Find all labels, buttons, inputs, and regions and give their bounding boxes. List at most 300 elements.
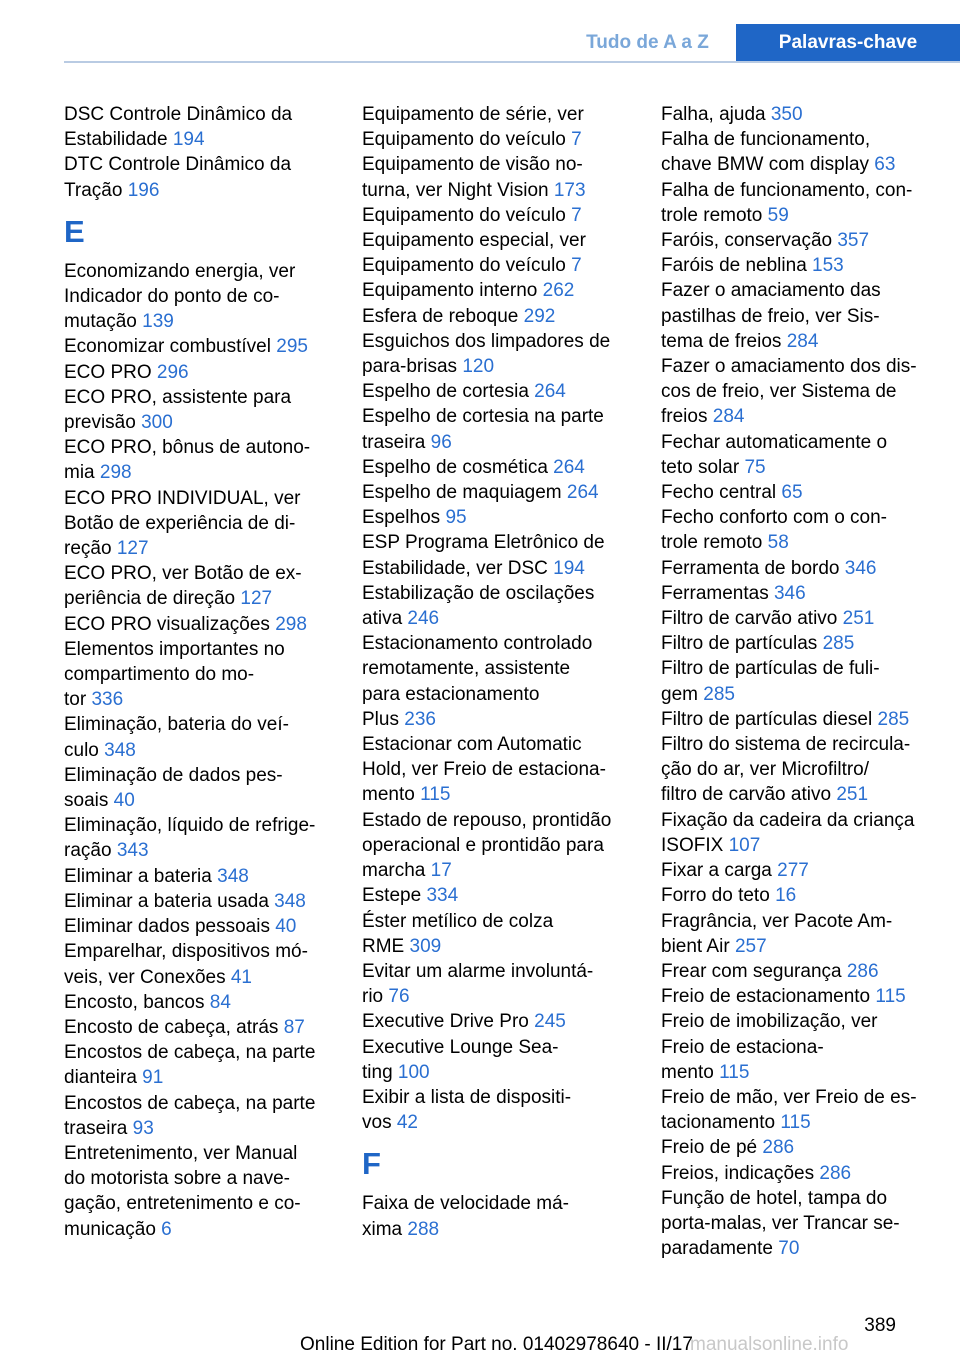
entry-text-line: Freio de mão, ver Freio de es- [661,1086,917,1108]
entry-text-line: ESP Programa Eletrônico de [362,532,605,554]
entry-text-line: Falha de funcionamento, [661,129,871,151]
entry-text-line [661,152,929,177]
index-entry [661,127,929,177]
entry-text-line [362,606,630,631]
entry-text: periência de direção [64,588,236,610]
entry-text-line [362,984,630,1009]
entry-text-line [64,990,332,1015]
index-entry [661,808,929,858]
entry-text: Esfera de reboque [362,305,519,327]
page-reference-link[interactable]: 298 [99,462,132,484]
entry-text: Economizar combustível [64,336,271,358]
index-entry [661,354,929,430]
entry-text-line [64,1217,332,1242]
index-entry [661,707,929,732]
entry-text-line: Estabilização de oscilações [362,582,595,604]
page-reference-link[interactable]: 245 [534,1011,566,1033]
page-reference-link[interactable]: 17 [430,860,452,882]
entry-text-line [661,984,929,1009]
index-entry [64,259,332,335]
page-reference-link[interactable]: 298 [275,613,307,635]
page-reference-link[interactable]: 277 [777,860,809,882]
entry-text: culo [64,739,99,761]
index-entry [64,1040,332,1090]
entry-text-line: Botão de experiência de di- [64,512,296,534]
index-entry [64,763,332,813]
entry-text-line [661,480,929,505]
entry-text-line [362,178,630,203]
page-reference-link[interactable]: 285 [703,683,735,705]
page-reference-link[interactable]: 96 [430,431,452,453]
index-entry [64,712,332,762]
entry-text: traseira [362,431,426,453]
entry-text-line [661,455,929,480]
index-entry [661,1085,929,1135]
entry-text: soais [64,790,109,812]
entry-text-line: Eliminação de dados pes- [64,764,283,786]
page-reference-link[interactable]: 251 [836,784,869,806]
page-reference-link[interactable]: 286 [762,1137,795,1159]
entry-text-line [661,203,929,228]
entry-text-line: Freio de estaciona- [661,1036,824,1058]
entry-text: Espelhos [362,507,441,529]
index-entry [64,939,332,989]
page-reference-link[interactable]: 334 [426,885,459,907]
entry-text-line: Filtro de partículas de fuli- [661,658,880,680]
page-reference-link[interactable]: 288 [407,1218,440,1240]
index-entry [64,102,332,152]
entry-text-line: Éster metílico de colza [362,910,554,932]
entry-text-line [362,354,630,379]
page-reference-link[interactable]: 196 [127,179,160,201]
entry-text-line: Equipamento especial, ver [362,230,586,252]
entry-text-line: ECO PRO INDIVIDUAL, ver [64,487,301,509]
index-entry [661,253,929,278]
page-reference-link[interactable]: 346 [844,557,877,579]
entry-text-line: Filtro do sistema de recircula- [661,734,911,756]
letter-heading: F [362,1146,381,1182]
entry-text: Tração [64,179,123,201]
entry-text: trole remoto [661,532,763,554]
entry-text-line [362,127,630,152]
index-entry [64,637,332,713]
index-entry [661,556,929,581]
entry-text-line [362,556,630,581]
index-column-2 [362,102,630,1242]
entry-text-line [661,530,929,555]
page-reference-link[interactable]: 348 [217,865,249,887]
page-reference-link[interactable]: 76 [388,986,410,1008]
entry-text-line [661,782,929,807]
entry-text: ting [362,1061,393,1083]
page-reference-link[interactable]: 65 [781,482,803,504]
entry-text: veis, ver Conexões [64,966,226,988]
page-reference-link[interactable]: 286 [819,1162,852,1184]
index-entry [64,889,332,914]
entry-text: trole remoto [661,204,763,226]
entry-text-line: Estado de repouso, prontidão [362,809,612,831]
index-entry [64,990,332,1015]
page-reference-link[interactable]: 285 [822,633,855,655]
entry-text-line [661,1060,929,1085]
page-reference-link[interactable]: 127 [240,588,273,610]
page-reference-link[interactable]: 59 [767,204,789,226]
index-entry [362,278,630,303]
page-reference-link[interactable]: 7 [571,129,582,151]
entry-text-line: do motorista sobre a nave- [64,1168,291,1190]
entry-text: Filtro de partículas diesel [661,708,873,730]
entry-text: chave BMW com display [661,154,870,176]
page-reference-link[interactable]: 264 [566,482,599,504]
entry-text: Ferramenta de bordo [661,557,840,579]
page-reference-link[interactable]: 63 [874,154,896,176]
entry-text: para-brisas [362,356,458,378]
entry-text: Forro do teto [661,885,770,907]
page-reference-link[interactable]: 173 [553,179,586,201]
entry-text-line: Falha de funcionamento, con- [661,179,913,201]
page-reference-link[interactable]: 295 [276,336,308,358]
entry-text-line [661,682,929,707]
index-entry [64,561,332,611]
entry-text-line: Equipamento de série, ver [362,104,584,125]
index-entry [362,228,630,278]
page-reference-link[interactable]: 264 [553,456,585,478]
entry-text-line: Hold, ver Freio de estaciona- [362,759,606,781]
entry-text-line [64,360,332,385]
entry-text: Fixar a carga [661,860,772,882]
entry-text-line [362,430,630,455]
entry-text: dianteira [64,1067,137,1089]
page-reference-link[interactable]: 84 [209,991,231,1013]
index-entry [661,732,929,808]
index-entry [64,334,332,359]
index-entry [64,486,332,562]
entry-text-line [661,631,929,656]
header-tabs [559,24,960,62]
entry-text: Ferramentas [661,582,769,604]
page-reference-link[interactable]: 6 [161,1218,172,1240]
entry-text-line: gação, entretenimento e co- [64,1193,301,1215]
entry-text: Estabilidade [64,129,168,151]
entry-text-line [362,253,630,278]
entry-text: ECO PRO visualizações [64,613,270,635]
watermark-text: manualsonline.info [690,1334,849,1355]
index-entry [64,864,332,889]
page-reference-link[interactable]: 350 [770,104,803,125]
page-reference-link[interactable]: 194 [553,557,585,579]
index-entry [661,883,929,908]
entry-text-line [362,1217,630,1242]
page-reference-link[interactable]: 284 [712,406,745,428]
index-entry [362,379,630,404]
active-section-tab[interactable]: Palavras-chave [736,24,960,62]
index-entry [362,631,630,732]
page-reference-link[interactable]: 194 [172,129,205,151]
index-entry [64,1091,332,1141]
entry-text: Filtro de carvão ativo [661,608,838,630]
entry-text: Freio de estacionamento [661,986,871,1008]
entry-text-line [661,1110,929,1135]
entry-text-line [64,914,332,939]
entry-text: mutação [64,311,137,333]
page-reference-link[interactable]: 246 [407,608,440,630]
entry-text-line: DTC Controle Dinâmico da [64,154,292,176]
entry-text: Eliminar dados pessoais [64,916,270,938]
entry-text: Espelho de cosmética [362,456,548,478]
entry-text-line: pastilhas de freio, ver Sis- [661,305,880,327]
index-entry [362,455,630,480]
entry-text: mento [362,784,415,806]
entry-text-line: ECO PRO, assistente para [64,386,292,408]
entry-text-line [661,102,929,127]
entry-text: ração [64,840,112,862]
page-reference-link[interactable]: 127 [116,538,149,560]
index-entry [64,914,332,939]
page-reference-link[interactable]: 40 [113,790,135,812]
index-entry [64,1141,332,1242]
entry-text-line: Exibir a lista de dispositi- [362,1086,572,1108]
index-entry [661,1009,929,1085]
page-reference-link[interactable]: 91 [142,1067,164,1089]
index-entry [362,480,630,505]
entry-text: traseira [64,1117,128,1139]
entry-text: tema de freios [661,330,782,352]
entry-text: Plus [362,708,399,730]
entry-text: freios [661,406,708,428]
entry-text: Frear com segurança [661,960,842,982]
page-reference-link[interactable]: 284 [786,330,819,352]
entry-text-line: Indicador do ponto de co- [64,286,280,308]
index-entry [362,909,630,959]
index-entry [661,505,929,555]
page-reference-link[interactable]: 7 [571,255,582,277]
index-entry [362,304,630,329]
entry-text: reção [64,538,112,560]
entry-text-line [661,228,929,253]
index-column-1 [64,102,332,1242]
entry-text: Fecho central [661,482,777,504]
entry-text-line [64,586,332,611]
entry-text-line [64,889,332,914]
index-entry [661,228,929,253]
entry-text-line [661,253,929,278]
page-reference-link[interactable]: 286 [846,960,879,982]
page-reference-link[interactable]: 153 [812,255,844,277]
entry-text: RME [362,935,405,957]
entry-text: tacionamento [661,1112,776,1134]
index-entry [64,813,332,863]
breadcrumb-tab[interactable]: Tudo de A a Z [586,32,709,53]
index-entry [661,581,929,606]
page-reference-link[interactable]: 348 [274,890,306,912]
entry-text-line [362,1110,630,1135]
entry-text-line [64,1015,332,1040]
index-entry [661,858,929,883]
page-reference-link[interactable]: 42 [396,1112,418,1134]
page-reference-link[interactable]: 357 [837,230,870,252]
entry-text-line: Fecho conforto com o con- [661,507,887,529]
entry-text-line: compartimento do mo- [64,664,255,686]
entry-text: ISOFIX [661,834,724,856]
entry-text-line [661,959,929,984]
page-reference-link[interactable]: 139 [142,311,174,333]
entry-text-line [362,278,630,303]
entry-text-line [661,556,929,581]
index-entry [64,152,332,202]
entry-text-line: Elementos importantes no [64,638,285,660]
entry-text-line: Esguichos dos limpadores de [362,330,611,352]
page-reference-link[interactable]: 251 [842,608,875,630]
page-reference-link[interactable]: 70 [778,1238,800,1260]
index-entry [362,505,630,530]
entry-text-line [661,1135,929,1160]
index-entry [661,909,929,959]
index-entry [64,435,332,485]
entry-text-line: ECO PRO, bônus de autono- [64,437,311,459]
entry-text-line [661,329,929,354]
entry-text-line: para estacionamento [362,683,540,705]
page-reference-link[interactable]: 262 [542,280,575,302]
entry-text: turna, ver Night Vision [362,179,549,201]
page-reference-link[interactable]: 285 [877,708,910,730]
letter-heading: E [64,213,85,249]
page-reference-link[interactable]: 257 [734,935,767,957]
entry-text-line [362,934,630,959]
page-reference-link[interactable]: 41 [230,966,252,988]
entry-text-line: ção do ar, ver Microfiltro/ [661,759,870,781]
entry-text-line [362,782,630,807]
index-entry [362,959,630,1009]
entry-text-line: Freio de imobilização, ver [661,1011,878,1033]
page-reference-link[interactable]: 309 [409,935,442,957]
page-reference-link[interactable]: 346 [773,582,806,604]
page-reference-link[interactable]: 115 [420,784,451,806]
entry-text: ECO PRO [64,361,152,383]
index-entry [362,102,630,152]
index-entry [362,329,630,379]
index-entry [362,404,630,454]
entry-text-line [661,606,929,631]
entry-text-line [64,788,332,813]
page-reference-link[interactable]: 115 [875,986,906,1008]
entry-text-line: Emparelhar, dispositivos mó- [64,941,308,963]
entry-text-line: Fechar automaticamente o [661,431,888,453]
entry-text-line [64,612,332,637]
entry-text: teto solar [661,456,740,478]
page-reference-link[interactable]: 93 [132,1117,154,1139]
page-reference-link[interactable]: 300 [141,412,173,434]
page-reference-link[interactable]: 236 [404,708,436,730]
index-entry [661,1135,929,1160]
entry-text-line: Entretenimento, ver Manual [64,1142,298,1164]
index-entry [661,480,929,505]
entry-text-line: Fazer o amaciamento das [661,280,881,302]
page-reference-link[interactable]: 296 [156,361,189,383]
page-reference-link[interactable]: 115 [719,1061,750,1083]
entry-text-line [362,203,630,228]
index-entry [661,606,929,631]
index-entry [362,1009,630,1034]
index-entry [661,1161,929,1186]
entry-text-line [661,934,929,959]
page-reference-link[interactable]: 7 [571,204,582,226]
index-entry [362,203,630,228]
entry-text-line [661,581,929,606]
entry-text: Equipamento do veículo [362,204,566,226]
entry-text-line: ECO PRO, ver Botão de ex- [64,563,302,585]
entry-text-line [362,379,630,404]
entry-text: mia [64,462,95,484]
index-entry [362,530,630,580]
entry-text-line [64,334,332,359]
entry-text-line [64,1116,332,1141]
index-entry [661,1186,929,1262]
page-reference-link[interactable]: 348 [104,739,136,761]
entry-text: tor [64,689,87,711]
page-reference-link[interactable]: 58 [767,532,789,554]
page-reference-link[interactable]: 115 [780,1112,811,1134]
page-reference-link[interactable]: 107 [728,834,761,856]
page-reference-link[interactable]: 16 [775,885,797,907]
entry-text: Filtro de partículas [661,633,818,655]
index-entry [64,1015,332,1040]
page-reference-link[interactable]: 75 [744,456,766,478]
entry-text-line: Eliminação, bateria do veí- [64,714,289,736]
entry-text-line [661,1161,929,1186]
page-reference-link[interactable]: 95 [445,507,467,529]
entry-text-line: remotamente, assistente [362,658,571,680]
entry-text: gem [661,683,698,705]
entry-text: previsão [64,412,136,434]
page-reference-link[interactable]: 100 [397,1061,430,1083]
entry-text: Falha, ajuda [661,104,766,125]
entry-text: Freio de pé [661,1137,758,1159]
entry-text-line: Equipamento de visão no- [362,154,583,176]
page-reference-link[interactable]: 264 [534,381,566,403]
entry-text-line [661,858,929,883]
entry-text: Estabilidade, ver DSC [362,557,548,579]
index-entry [362,732,630,808]
page-number: 389 [864,1315,896,1336]
entry-text: paradamente [661,1238,773,1260]
entry-text-line [64,460,332,485]
entry-text-line [64,965,332,990]
entry-text-line: Espelho de cortesia na parte [362,406,604,428]
entry-text-line: Estacionamento controlado [362,633,593,655]
page-reference-link[interactable]: 336 [91,689,124,711]
index-entry [362,581,630,631]
entry-text-line: Estacionar com Automatic [362,734,582,756]
entry-text-line [661,404,929,429]
page-reference-link[interactable]: 120 [462,356,495,378]
entry-text-line [64,410,332,435]
index-column-3 [661,102,929,1261]
entry-text: ativa [362,608,403,630]
index-entry [64,360,332,385]
page-reference-link[interactable]: 292 [523,305,556,327]
entry-text-line [64,309,332,334]
index-entry [362,883,630,908]
page-reference-link[interactable]: 40 [275,916,297,938]
index-entry [362,152,630,202]
entry-text: vos [362,1112,392,1134]
index-entry [362,1191,630,1241]
page-reference-link[interactable]: 87 [283,1016,305,1038]
page-reference-link[interactable]: 343 [116,840,149,862]
entry-text: Equipamento do veículo [362,255,566,277]
entry-text: Faróis, conservação [661,230,833,252]
entry-text-line: porta-malas, ver Trancar se- [661,1212,900,1234]
